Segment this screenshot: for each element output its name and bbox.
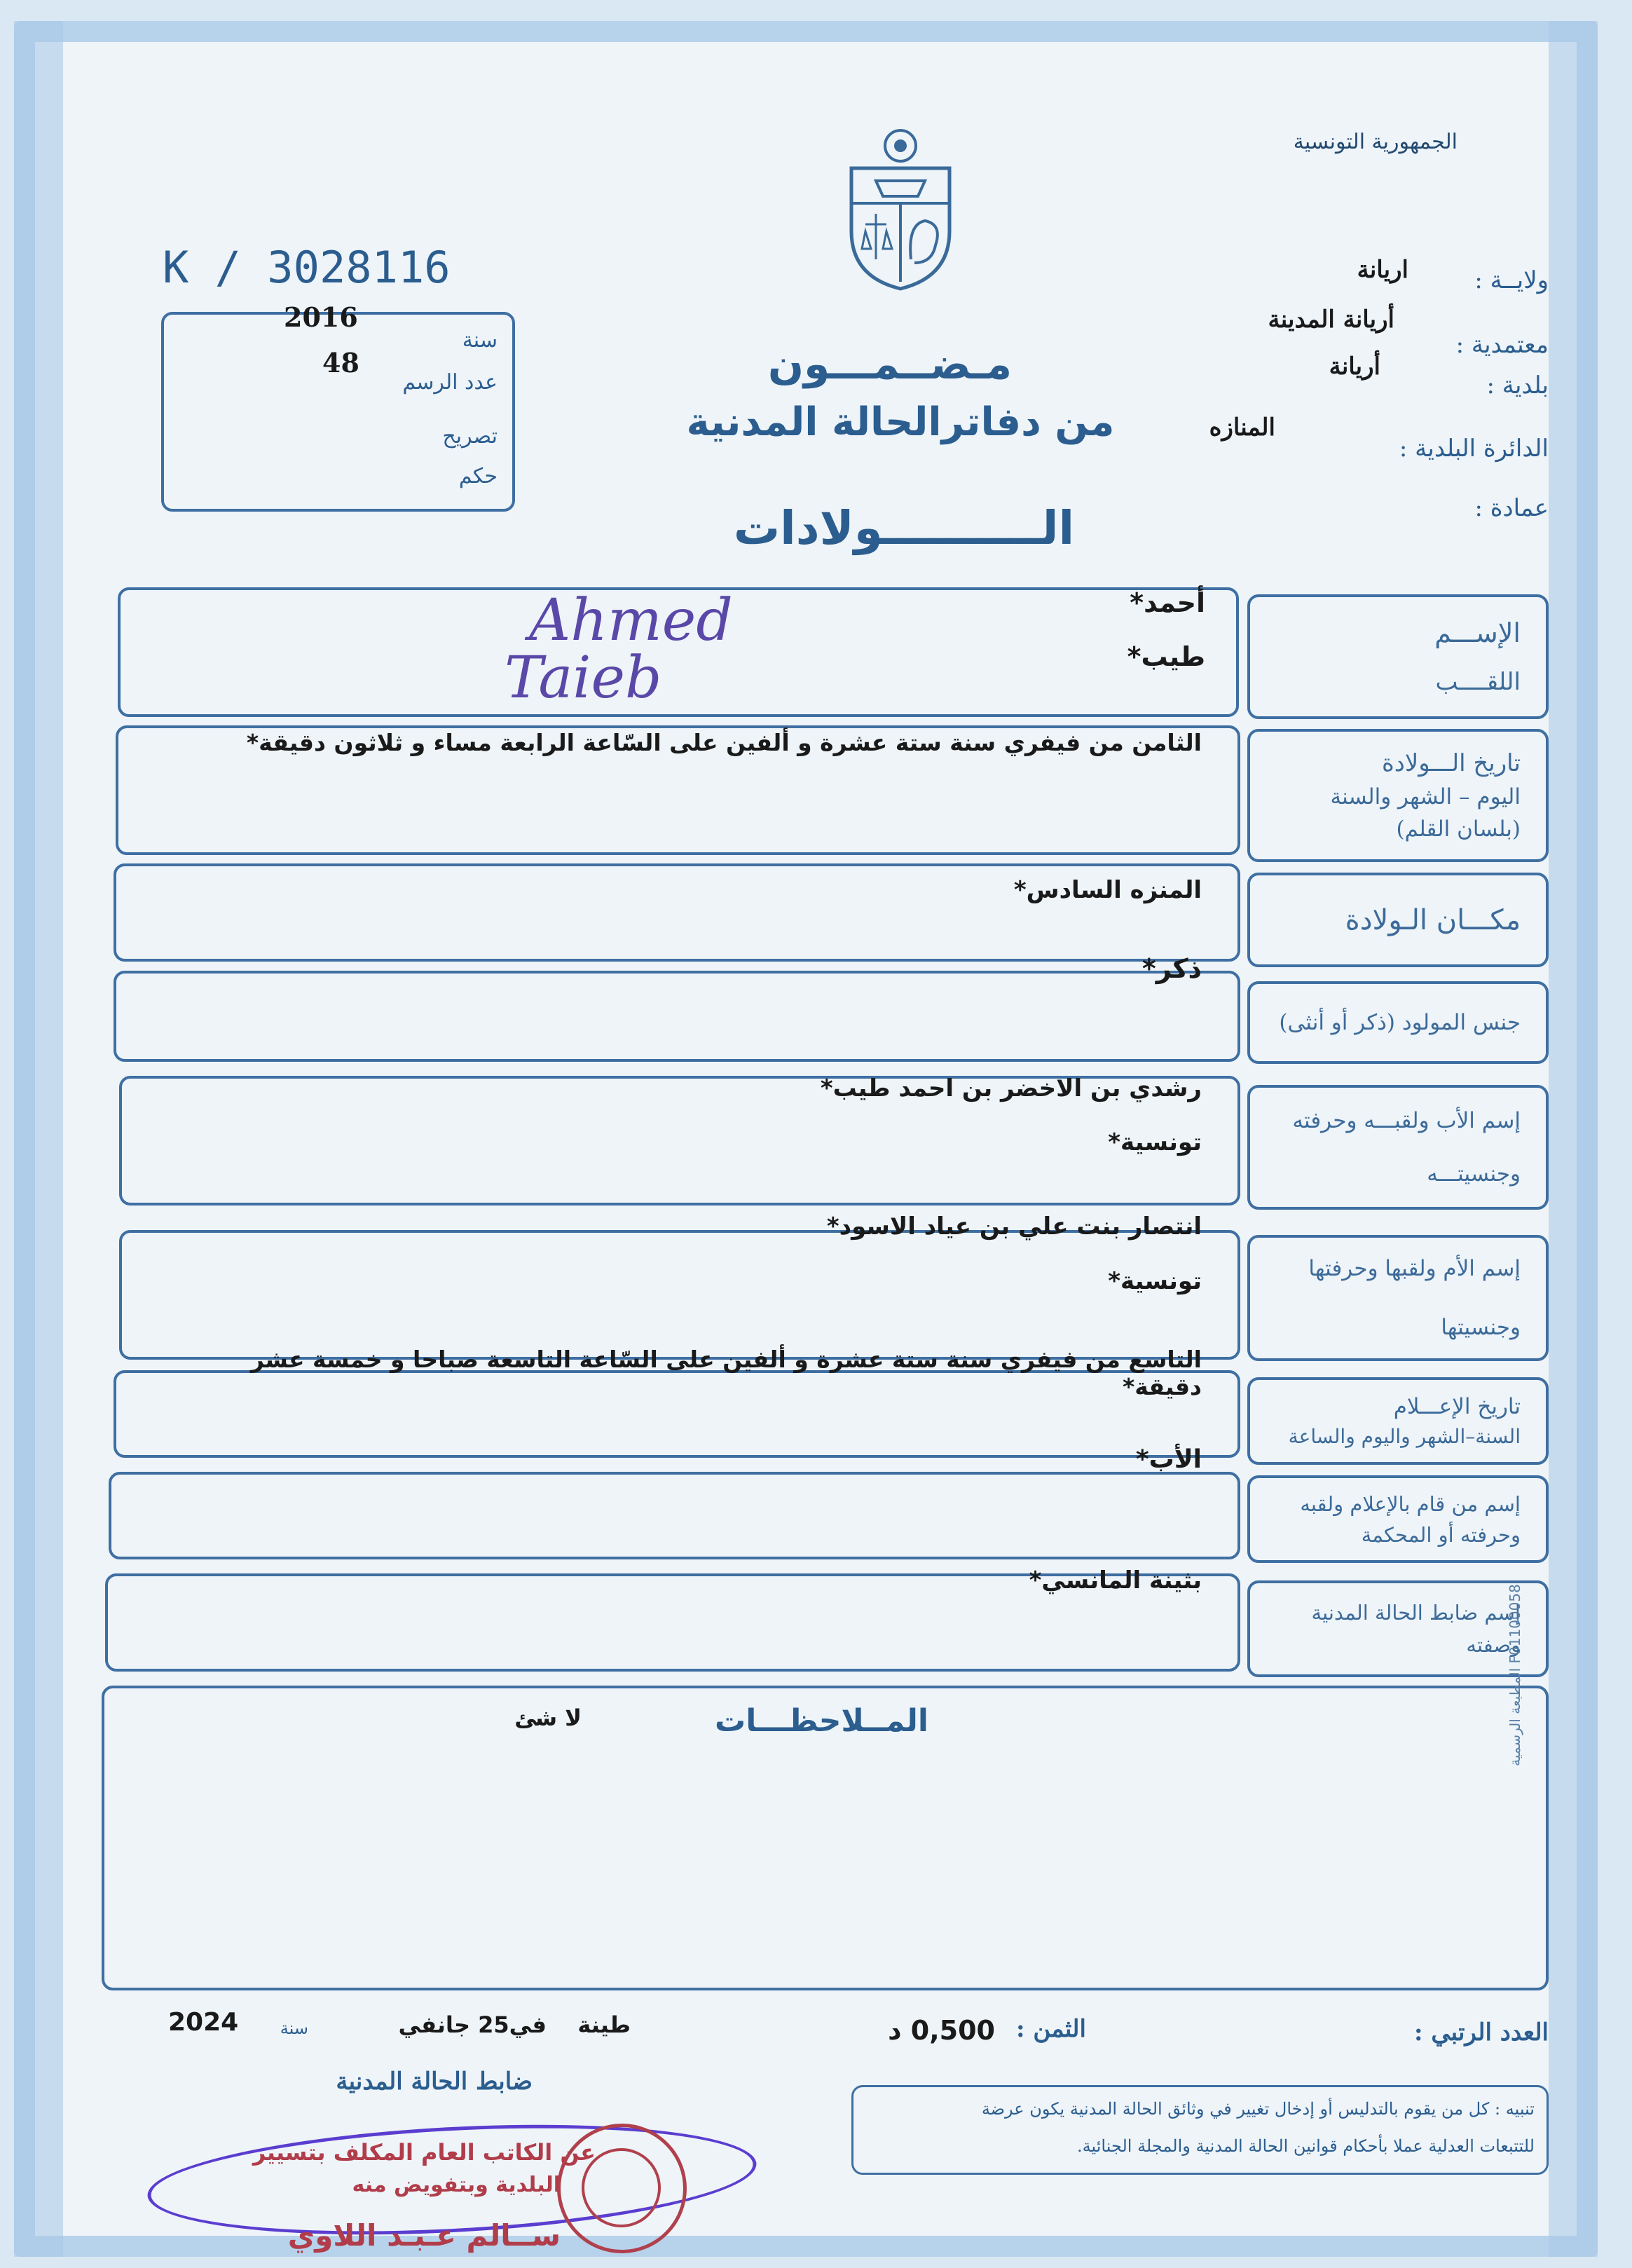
sex-value: ذكر*: [1141, 953, 1202, 984]
father-nationality: تونسية*: [1108, 1128, 1202, 1156]
name-handwritten: Ahmed: [529, 587, 733, 654]
stamp-name: ســالم عـبـد اللاوي: [287, 2218, 561, 2253]
warning-line-2: للتتبعات العدلية عملا بأحكام قوانين الحالة المدنية والمجلة الجنائية.: [1077, 2136, 1535, 2156]
delegation-label: معتمدية :: [1455, 331, 1549, 359]
printer-mark: المطبعة الرسمية F01100058: [1507, 1584, 1523, 1766]
officer-title: ضابط الحالة المدنية: [336, 2068, 533, 2096]
municipality-label: بلدية :: [1486, 371, 1549, 399]
issue-date: في25 جانفي: [398, 2011, 547, 2038]
mother-nationality: تونسية*: [1108, 1267, 1202, 1295]
father-value: رشدي بن الاخضر بن احمد طيب*: [820, 1074, 1202, 1102]
district-value: المنازه: [1209, 414, 1275, 442]
declaration-date-label-sub: السنة–الشهر واليوم والساعة: [1288, 1425, 1521, 1448]
birthplace-label-box: [1247, 873, 1549, 967]
mother-value: انتصار بنت علي بن عياد الاسود*: [826, 1212, 1202, 1241]
issue-year-label: سنة: [280, 2018, 308, 2038]
declaration-date-value: التاسع من فيفري سنة ستة عشرة و ألفين على السّاعة التاسعة صباحا و خمسة عشر دقيقة*: [250, 1346, 1202, 1400]
state-label: ولايــة :: [1474, 266, 1549, 294]
birthdate-label-note: (بلسان القلم): [1396, 817, 1521, 842]
declaration-date-label: تاريخ الإعـــلام: [1393, 1394, 1521, 1419]
issue-place: طينة: [577, 2011, 631, 2038]
officer-label-sub: وصفته: [1466, 1633, 1521, 1657]
district-label: الدائرة البلدية :: [1399, 435, 1549, 463]
birthdate-label: تاريخ الـــولادة: [1381, 749, 1521, 777]
remarks-label: المــلاحظـــات: [715, 1703, 929, 1739]
mother-label-sub: وجنسيتها: [1441, 1315, 1521, 1340]
birthdate-value: الثامن من فيفري سنة ستة عشرة و ألفين على السّاعة الرابعة مساء و ثلاثون دقيقة*: [246, 729, 1202, 756]
surname-label: اللقــــب: [1435, 668, 1521, 696]
serial-number: K / 3028116: [163, 242, 451, 293]
registration-year: 2016: [284, 301, 358, 333]
declaration-label: تصريح: [442, 424, 498, 449]
birthdate-label-box: [1247, 729, 1549, 862]
state-value: اريانة: [1357, 256, 1408, 284]
omda-label: عمادة :: [1474, 494, 1549, 522]
sex-value-box: [114, 971, 1240, 1062]
price-label: الثمن :: [1016, 2015, 1086, 2043]
title-summary: مـضــمـــون: [767, 340, 1013, 389]
coat-of-arms-icon: [837, 126, 964, 291]
sex-label: جنس المولود (ذكر أو أنثى): [1279, 1010, 1521, 1035]
declarant-value: الأب*: [1135, 1445, 1202, 1474]
officer-label: إسم ضابط الحالة المدنية: [1311, 1601, 1521, 1625]
declaration-date-label-box: [1247, 1377, 1549, 1465]
declarant-label: إسم من قام بالإعلام ولقبه: [1300, 1491, 1521, 1516]
republic-header: الجمهورية التونسية: [1293, 130, 1458, 154]
surname-handwritten: Taieb: [505, 645, 662, 711]
declarant-label-box: [1247, 1475, 1549, 1563]
remarks-value: لا شئ: [514, 1705, 582, 1731]
birthplace-value: المنزه السادس*: [1013, 876, 1202, 904]
number-label: عدد الرسم: [402, 370, 498, 395]
declarant-label-sub: وحرفته أو المحكمة: [1361, 1522, 1521, 1547]
surname-value: طيب*: [1127, 641, 1205, 672]
birthplace-label: مكـــان الـولادة: [1345, 903, 1521, 936]
name-value: أحمد*: [1130, 587, 1205, 618]
father-label-box: [1247, 1085, 1549, 1210]
declarant-value-box: [109, 1472, 1240, 1559]
name-label: الإســـم: [1434, 617, 1521, 648]
birthdate-label-sub: اليوم – الشهر والسنة: [1330, 784, 1521, 809]
serial-number-label: العدد الرتبي :: [1413, 2018, 1549, 2047]
stamp-line-1: عن الكاتب العام المكلف بتسيير: [252, 2139, 596, 2166]
officer-label-box: [1247, 1580, 1549, 1677]
title-births: الــــــــــولادات: [733, 501, 1075, 555]
warning-line-1: تنبيه : كل من يقوم بالتدليس أو إدخال تغيير في وثائق الحالة المدنية يكون عرضة: [981, 2099, 1535, 2119]
officer-value: بثينة المانسي*: [1029, 1566, 1202, 1594]
judgment-label: حكم: [458, 464, 498, 489]
father-label-sub: وجنسيتـــه: [1427, 1161, 1521, 1187]
delegation-value: أريانة المدينة: [1268, 306, 1394, 334]
registration-number: 48: [322, 347, 359, 378]
stamp-line-2: البلدية وبتفويض منه: [352, 2173, 561, 2197]
price-value: 0,500 د: [888, 2015, 995, 2046]
sex-label-box: [1247, 981, 1549, 1064]
mother-label: إسم الأم ولقبها وحرفتها: [1308, 1256, 1521, 1281]
municipality-value: أريانة: [1329, 353, 1380, 381]
father-label: إسم الأب ولقبـــه وحرفته: [1292, 1108, 1521, 1133]
name-label-box: [1247, 594, 1549, 719]
mother-label-box: [1247, 1235, 1549, 1361]
year-label: سنة: [462, 328, 498, 353]
issue-year: 2024: [168, 2008, 239, 2037]
title-registers: من دفاترالحالة المدنية: [686, 399, 1115, 445]
